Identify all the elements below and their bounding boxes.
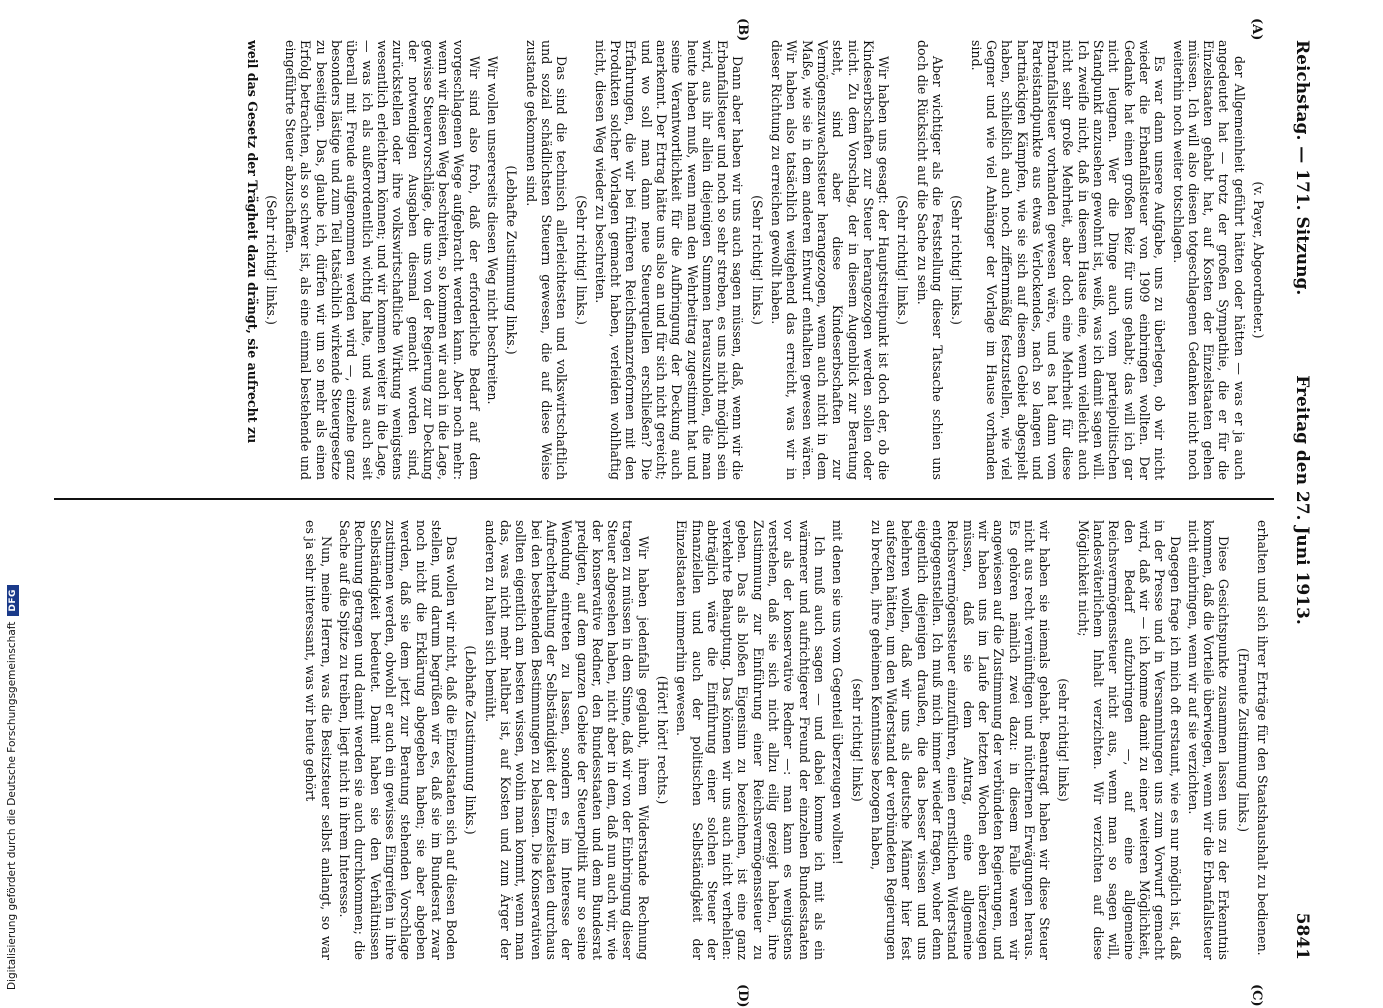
paragraph: mit denen sie uns vom Gegenteil überzeugen wollten! xyxy=(830,520,846,865)
interjection: (Hört! hört! rechts.) xyxy=(655,675,671,805)
interjection: (Sehr richtig! links.) xyxy=(263,195,279,325)
caption-text: Digitalisierung gefördert durch die Deutsche Forschungsgemeinschaft xyxy=(6,621,18,990)
column-divider xyxy=(54,498,1274,500)
paragraph: Wir haben jedenfalls geglaubt, ihrem Widerstande Rechnung tragen zu müssen in dem Sinne, daß wir von der Einbringung dieser Steuer abgesehen haben, nicht aber in dem, daß nun auch wir, wie der konservative Redner, den Bundesstaaten und dem Bundesrat predigten, auf dem ganzen Gebiete der Steuerpolitik nur so seine Wendung eintreten zu lassen, sondern es im Interesse der Aufrechterhaltung der Selbständigkeit der Einzelstaaten durchaus bei den bestehenden Bestimmungen zu belassen. Die Konservativen sollten eigentlich am besten wissen, wohin man kommt, wenn man das, was nicht mehr haltbar ist, auf Kosten und zum Ärger der anderen zu halten sich bemüht. xyxy=(482,520,651,960)
paragraph: weil das Gesetz der Trägheit dazu drängt, sie aufrecht zu xyxy=(244,40,260,444)
interjection: (sehr richtig! links) xyxy=(1056,678,1072,802)
margin-marker-d: (D) xyxy=(735,984,750,1008)
paragraph: Dann aber haben wir uns auch sagen müssen, daß, wenn wir die Erbanfallsteuer und noch so sehr streben, es uns nicht möglich sein wird, aus ihr allein diejenigen Summen herauszuholen, die man heute haben muß, wenn man den Wehrbeitrag zugestimmt hat und seine Verantwortlichkeit für die Aufbringung der Deckung auch anerkennt. Der Ertrag hätte uns also an und für sich nicht gereicht; und wo soll man dann neue Steuerquellen erschließen? Die Erfahrungen, die wir bei früheren Reichsfinanzreformen mit den Produkten solcher Vorlagen gemacht haben, verleiden wohlhaftig nicht, diesen Weg wieder zu beschreiten. xyxy=(592,40,746,480)
interjection: (Sehr richtig! links.) xyxy=(749,195,765,325)
interjection: (Lebhafte Zustimmung links.) xyxy=(504,165,520,355)
interjection: (Erneute Zustimmung links.) xyxy=(1235,647,1251,833)
paragraph: Das wollen wir nicht, daß die Einzelstaaten sich auf diesen Boden stellen, und darum begrüßen wir es, daß sie im Bundesrat zwar noch nicht die Erklärung abgegeben haben; sie aber abgeben werden, daß sie dem jetzt zur Beratung stehenden Vorschlage zustimmen werden, obwohl er auch ein gewisses Eingreifen in ihre Selbständigkeit bedeutet. Damit haben sie den Verhältnissen Rechnung getragen und damit werden sie auch durchkommen; die Sache auf die Spitze zu treiben, liegt nicht in ihrem Interesse. xyxy=(337,520,460,960)
paragraph: Wir haben uns gesagt: der Hauptstreitpunkt ist doch der, ob die Kindeserbschaften zur Steuer herangezogen werden sollen oder nicht. Zu dem Vorschlag, der in diesem Augenblick zur Beratung steht, sind aber diese Kindeserbschaften zur Vermögenszuwachssteuer herangezogen, wenn auch nicht in dem Maße, wie sie in dem anderen Entwurf enthalten gewesen wären. Wir haben also tatsächlich weitgehend das erreicht, was wir in dieser Richtung zu erreichen gewollt haben. xyxy=(769,40,892,480)
paragraph: Wir sind also froh, daß der erforderliche Bedarf auf dem vorgeschlagenen Wege aufgebracht werden kann. Aber noch mehr: wenn wir diesen Weg beschreiten, so kommen wir auch in die Lage, gewisse Steuervorschläge, die uns von der Regierung zur Deckung der notwendigen Ausgaben diesmal gemacht worden sind, zurückstellen oder ihre volkswirtschaftliche Wirkung wenigstens wesentlich erleichtern können; und wir kommen weiter in die Lage, — was ich als außerordentlich wichtig halte, und was auch seit überall mit Freude aufgenommen werden wird —, einzelne ganz besonders lästige und zum Teil tatsächlich wirkende Steuergesetze zu beseitigen. Das, glaube ich, dürfen wir um so mehr als einen Erfolg betrachten, als so schwer ist, als eine einmal bestehende und eingeführte Steuer abzuschaffen. xyxy=(283,40,482,480)
paragraph: erhalten und sich ihrer Erträge für den Staatshaushalt zu bedienen. xyxy=(1255,520,1270,956)
header-date: Freitag den 27. Juni 1913. xyxy=(1292,375,1312,625)
paragraph: Wir wollen unsererseits diesen Weg nicht beschreiten. xyxy=(485,56,501,405)
dfg-logo-icon: DFG xyxy=(7,585,19,616)
margin-marker-c: (C) xyxy=(1249,984,1264,1007)
left-text-column xyxy=(50,40,1270,480)
paragraph: Das sind die technisch allerleichtesten und volkswirtschaftlich und sozial schädlichsten Steuern gewesen, die auf diese Weise zustande gekommen sind. xyxy=(523,40,570,480)
margin-marker-b: (B) xyxy=(735,18,750,42)
paragraph: Aber wichtiger als die Feststellung dieser Tatsache schien uns doch die Rücksicht auf die Sache zu sein. xyxy=(914,40,946,480)
right-text-column xyxy=(50,520,1270,960)
interjection: (Sehr richtig! links.) xyxy=(949,195,965,325)
speaker-line: (v. Payer, Abgeordneter.) xyxy=(1251,181,1266,339)
interjection: (Lebhafte Zustimmung links.) xyxy=(463,645,479,835)
paragraph: Diese Gesichtspunkte zusammen lassen uns zu der Erkenntnis kommen, daß die Vorteile überwiegen, wenn wir die Erbanfallsteuer nicht einbringen, wenn wir auf sie verzichten. xyxy=(1185,520,1232,960)
paragraph: Dagegen frage ich mich oft erstaunt, wie es nur möglich ist, daß in der Presse und in Versammlungen uns zum Vorwurf gemacht wird, daß wir — ich komme damit zu einer weiteren Möglichkeit, den Bedarf aufzubringen —, auf eine allgemeine Reichsvermögenssteuer nicht aus, wenn man so sagen will, landesväterlichem Inhalt verzichten. Wir verzichten auf diese Möglichkeit nicht; xyxy=(1075,520,1183,960)
margin-marker-a: (A) xyxy=(1249,18,1264,41)
header-page-number: 5841 xyxy=(1292,912,1312,960)
interjection: (Sehr richtig! links.) xyxy=(895,195,911,325)
page-header xyxy=(1282,40,1322,960)
paragraph: der Allgemeinheit geführt hätten oder hätten — was er ja auch angedeutet hat — trotz der großen Sympathie, die er für die Einzelstaaten gehabt hat, auf Kosten der Einzelstaaten gehen müssen. Ich will also diesen totgeschlagenen Gedanken nicht noch weiterhin noch weiter totschlagen. xyxy=(1170,40,1247,480)
paragraph: wir haben sie niemals gehabt. Beantragt haben wir diese Steuer nicht aus recht vernünftigen und nüchternen Erwägungen heraus. Es gehören nämlich zwei dazu: in diesem Falle waren wir angewiesen auf die Zustimmung der verbündeten Regierungen, und wir haben uns im Laufe der letzten Wochen eben überzeugen müssen, daß sie dem Antrag, eine allgemeine Reichsvermögenssteuer einzuführen, einen ernstlichen Widerstand entgegenstellen. Ich muß mich immer wieder fragen, woher denn eigentlich diejenigen draußen, die das besser wissen und uns belehren wollen, daß wir uns als deutsche Männer hier fest aufsetzen hätten, um den Widerstand der verbündeten Regierungen zu brechen, ihre geheimen Kenntnisse bezogen haben, xyxy=(868,520,1053,960)
rotated-document-page xyxy=(20,0,1330,1008)
paragraph: Nun, meine Herren, was die Besitzsteuer selbst anlangt, so war es ja sehr interessant, was wir heute gehört xyxy=(303,520,334,960)
paragraph: Ich muß auch sagen — und dabei komme ich mit als ein wärmerer und aufrichtigerer Freund der einzelnen Bundesstaaten vor als der konservative Redner —: man kann es wenigstens verstehen, daß sie sich nicht allzu eilig gezeigt haben, ihre Zustimmung zur Einführung einer Reichsvermögenssteuer zu geben. Das als bloßen Eigensinn zu bezeichnen, ist eine ganz verkehrte Behauptung. Das können wir uns auch nicht verhehlen: abträglich wäre die Einführung einer solchen Steuer der finanziellen und auch der politischen Selbständigkeit der Einzelstaaten immerhin gewesen. xyxy=(674,520,827,960)
paragraph: Es war dann unsere Aufgabe, uns zu überlegen, ob wir nicht wieder die Erbanfallsteuer von 1909 einbringen wollten. Der Gedanke hat einen großen Reiz für uns gehabt; das will ich gar nicht leugnen. Wer die Dinge auch vom parteipolitischen Standpunkt anzusehen gewohnt ist, weiß, was ich damit sagen will. Ich zweifle nicht, daß in diesem Hause eine, wenn vielleicht auch nicht sehr große Mehrheit, aber doch eine Mehrheit für diese Erbanfallsteuer vorhanden gewesen wäre, und es hat dann vom Parteistandpunkte aus etwas Verlockendes, nach so langen und hartnäckigen Kämpfen, wie sie sich auf diesem Gebiet abgespielt haben, schließlich auch noch ziffernmäßig festzustellen, wie viel Gegner und wie viel Anhänger der Vorlage im Hause vorhanden sind. xyxy=(968,40,1168,480)
header-session: Reichstag. — 171. Sitzung. xyxy=(1292,40,1312,296)
interjection: (sehr richtig! links) xyxy=(849,678,865,802)
digitization-caption xyxy=(6,585,19,990)
interjection: (Sehr richtig! links.) xyxy=(573,195,589,325)
